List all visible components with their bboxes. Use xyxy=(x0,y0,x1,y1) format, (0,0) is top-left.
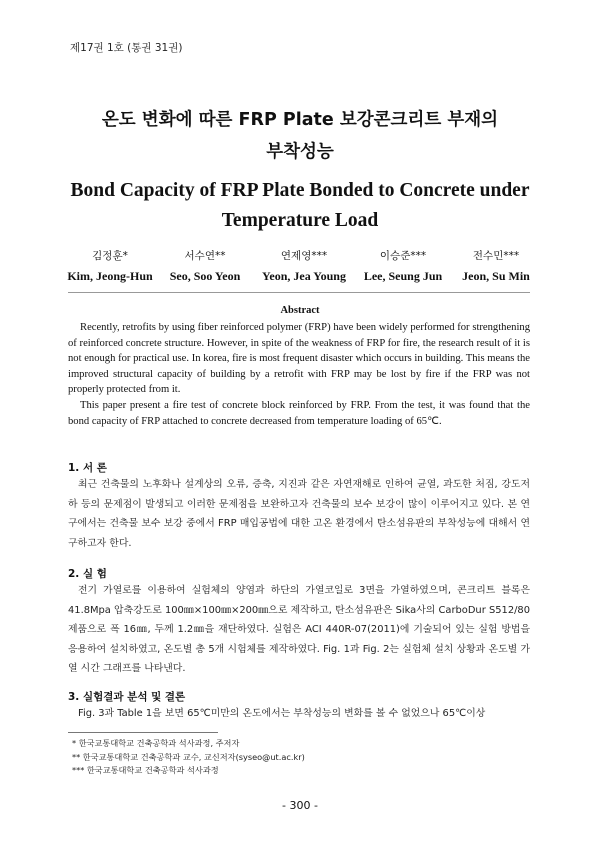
header-divider xyxy=(68,292,530,293)
journal-issue: 제17권 1호 (통권 31권) xyxy=(70,42,183,54)
section-paragraph: 최근 건축물의 노후화나 설계상의 오류, 증축, 지진과 같은 자연재해로 인하여 균열, 과도한 처짐, 강도저하 등의 문제점이 발생되고 이러한 문제점을 보완하고자 건축물의 보수 보강이 많이 이루어지고 있다. 본 연구에서는 건축물 보수 보강 중에서 FRP 매입공법에 대한 고온 환경에서 탄소섬유판의 부착성능에 대해서 연구하고자 한다. xyxy=(68,479,530,549)
author xyxy=(254,248,354,285)
section-body-results xyxy=(68,704,530,724)
section-heading-introduction: 1. 서 론 xyxy=(68,462,107,474)
author xyxy=(60,248,160,285)
title-english xyxy=(0,176,600,236)
author-name-english: Kim, Jeong-Hun xyxy=(67,269,153,283)
section-heading-experiment: 2. 실 험 xyxy=(68,568,107,580)
author-name-korean: 김정훈* xyxy=(92,250,128,262)
author-name-korean: 전수민*** xyxy=(472,250,520,262)
author-name-english: Jeon, Su Min xyxy=(462,269,530,283)
title-korean xyxy=(0,104,600,168)
footnotes xyxy=(72,737,305,778)
section-body-introduction xyxy=(68,475,530,553)
footnote: * 한국교통대학교 건축공학과 석사과정, 주저자 xyxy=(72,738,240,748)
author-name-english: Lee, Seung Jun xyxy=(363,269,443,283)
page-number: - 300 - xyxy=(282,799,318,812)
title-korean-line-2: 부착성능 xyxy=(266,142,334,162)
section-body-experiment xyxy=(68,581,530,679)
author-name-english: Seo, Soo Yeon xyxy=(169,269,241,283)
title-english-line-1: Bond Capacity of FRP Plate Bonded to Concrete under xyxy=(70,180,530,201)
author-name-korean: 이승준*** xyxy=(379,250,427,262)
section-paragraph: 전기 가열로를 이용하여 실험체의 양염과 하단의 가열코일로 3면을 가열하였으며, 콘크리트 블록은 41.8Mpa 압축강도로 100㎜×100㎜×200㎜으로 제작하고, 탄소섬유판은 Sika사의 CarboDur S512/80 제품으로 폭 16㎜, 두께 1.2㎜을 재단하였다. 실험은 ACI 440R-07(2011)에 기술되어 있는 실험 방법을 응용하여 설치하였고, 온도별 총 5개 시험체를 제작하였다. Fig. 1과 Fig. 2는 실험체 설치 상황과 온도별 가열 시간 그래프를 나타낸다. xyxy=(68,585,530,675)
author-name-english: Yeon, Jea Young xyxy=(262,269,346,283)
title-korean-line-1: 온도 변화에 따른 FRP Plate 보강콘크리트 부재의 xyxy=(101,110,499,130)
author xyxy=(155,248,255,285)
abstract-body xyxy=(68,320,530,429)
abstract-paragraph: Recently, retrofits by using fiber reinforced polymer (FRP) have been widely performed for strengthening of reinforced concrete structure. However, in spite of the weakness of FRP for fire, the research result of it is not enough for practical use. In korea, fire is most frequent disaster which occurs in building. This means the improved structural capacity of building by a retrofit with FRP may be lost by fire if the FRP was not properly protected from it. xyxy=(68,322,530,396)
author xyxy=(446,248,546,285)
footnote: ** 한국교통대학교 건축공학과 교수, 교신저자(syseo@ut.ac.kr) xyxy=(72,751,305,762)
author-name-korean: 연제영*** xyxy=(280,250,328,262)
abstract-heading: Abstract xyxy=(280,305,320,316)
author xyxy=(353,248,453,285)
abstract-paragraph: This paper present a fire test of concrete block reinforced by FRP. From the test, it was found that the bond capacity of FRP attached to concrete decreased from temperature loading of 65℃. xyxy=(68,399,530,427)
section-paragraph: Fig. 3과 Table 1을 보면 65℃미만의 온도에서는 부착성능의 변화를 볼 수 없었으나 65℃이상 xyxy=(78,708,486,719)
section-heading-results: 3. 실험결과 분석 및 결론 xyxy=(68,691,186,703)
footnote: *** 한국교통대학교 건축공학과 석사과정 xyxy=(72,765,219,775)
footnote-divider xyxy=(68,732,218,733)
title-english-line-2: Temperature Load xyxy=(221,210,379,231)
author-name-korean: 서수연** xyxy=(184,250,226,262)
